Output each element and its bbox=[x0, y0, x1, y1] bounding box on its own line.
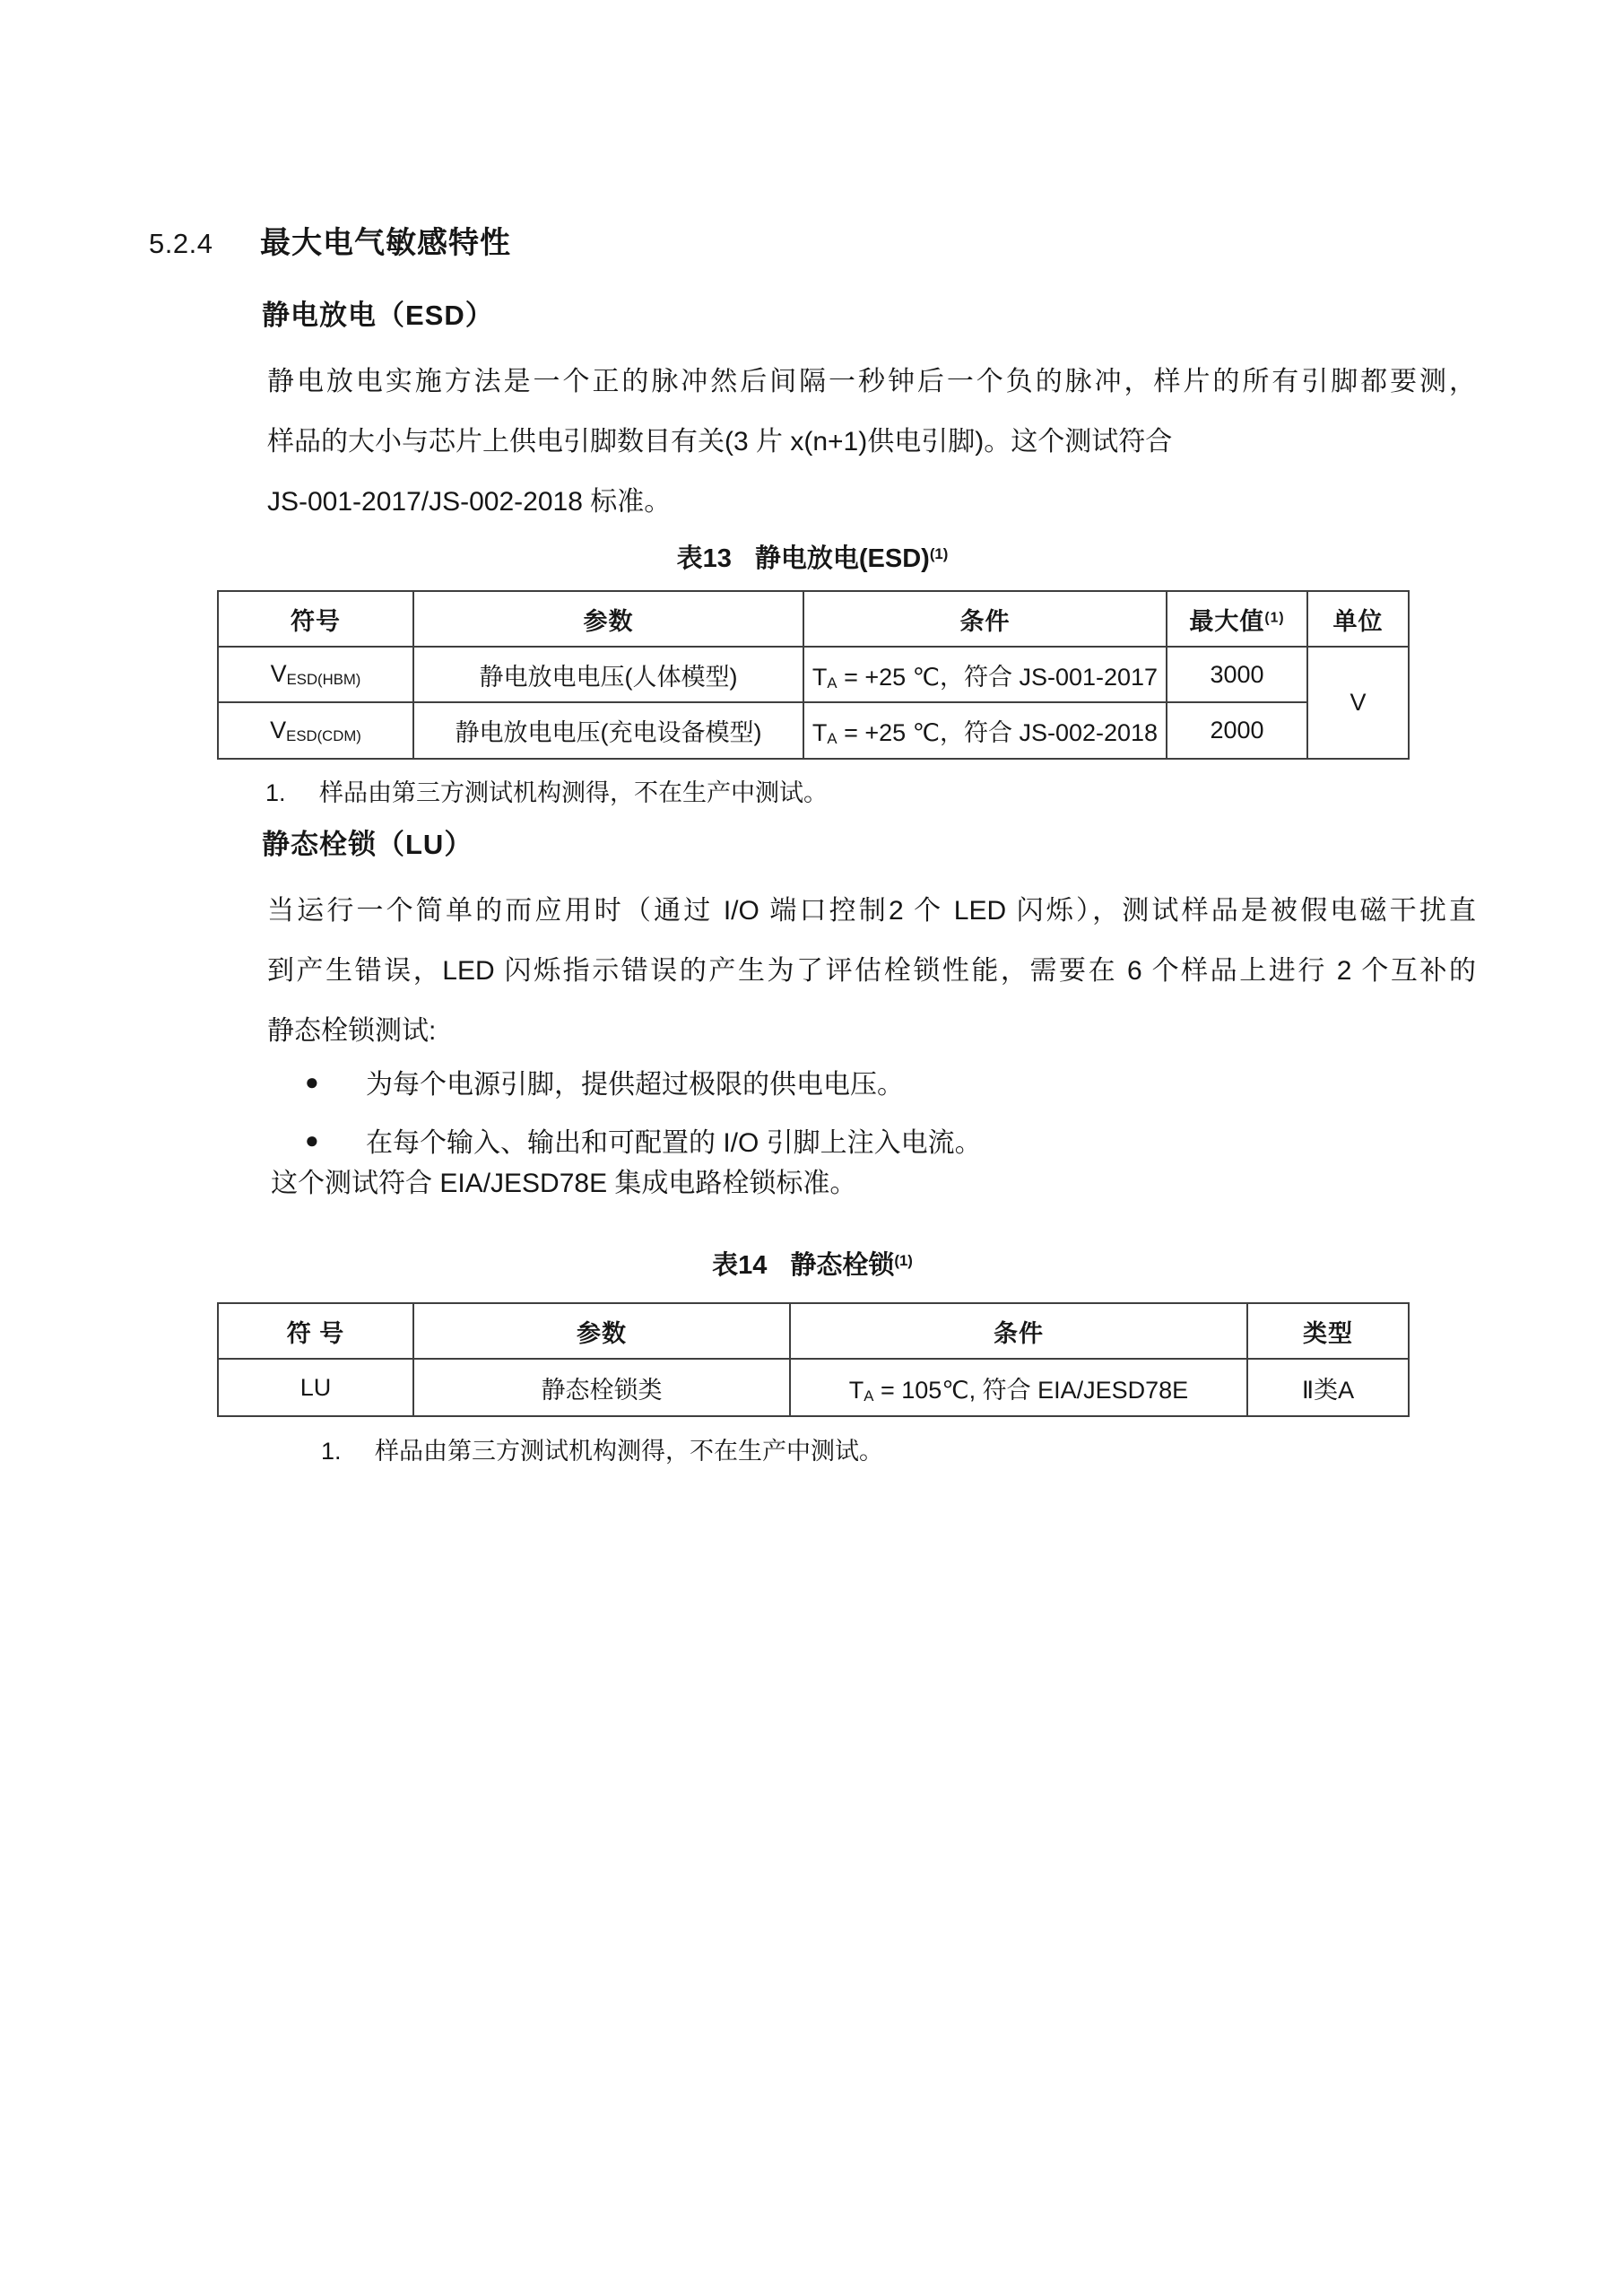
symbol-cell: LU bbox=[218, 1359, 413, 1416]
table14-caption bbox=[217, 1245, 1408, 1282]
condition-rest: = 105℃, 符合 EIA/JESD78E bbox=[873, 1376, 1189, 1404]
footnote-text: 样品由第三方测试机构测得，不在生产中测试。 bbox=[375, 1438, 883, 1465]
bullet-icon: ● bbox=[305, 1067, 319, 1095]
bullet-text: 在每个输入、输出和可配置的 I/O 引脚上注入电流。 bbox=[366, 1128, 982, 1158]
condition-subscript: A bbox=[864, 1387, 874, 1405]
table14-caption-footnote-ref: (1) bbox=[894, 1251, 913, 1269]
bullet-text: 为每个电源引脚，提供超过极限的供电电压。 bbox=[366, 1070, 904, 1100]
esd-col-condition: 条件 bbox=[803, 591, 1167, 647]
symbol-cell bbox=[218, 647, 413, 702]
section-heading bbox=[149, 218, 511, 262]
table13-caption-footnote-ref: (1) bbox=[929, 544, 949, 562]
unit-cell: V bbox=[1307, 647, 1409, 759]
latchup-col-parameter: 参数 bbox=[413, 1303, 790, 1359]
condition-main: T bbox=[812, 663, 828, 691]
symbol-subscript: ESD(HBM) bbox=[286, 671, 361, 688]
latchup-table-header-row bbox=[218, 1303, 1409, 1359]
table13-caption bbox=[217, 538, 1408, 575]
esd-table bbox=[217, 590, 1410, 760]
esd-heading: 静电放电（ESD） bbox=[262, 300, 494, 331]
esd-col-max-footnote-ref: (1) bbox=[1264, 609, 1285, 625]
type-cell: Ⅱ类A bbox=[1247, 1359, 1409, 1416]
parameter-cell: 静电放电电压(人体模型) bbox=[413, 647, 803, 702]
table13-caption-label: 表13 bbox=[676, 544, 732, 573]
condition-rest: = +25 ℃，符合 JS-002-2018 bbox=[837, 719, 1159, 746]
table-row bbox=[218, 647, 1409, 702]
parameter-cell: 静态栓锁类 bbox=[413, 1359, 790, 1416]
footnote-number: 1. bbox=[265, 779, 286, 806]
latchup-heading: 静态栓锁（LU） bbox=[262, 829, 473, 860]
footnote-number: 1. bbox=[321, 1438, 342, 1465]
esd-col-symbol: 符号 bbox=[218, 591, 413, 647]
symbol-cell bbox=[218, 702, 413, 759]
condition-subscript: A bbox=[827, 674, 838, 691]
condition-subscript: A bbox=[827, 730, 838, 747]
condition-cell bbox=[790, 1359, 1247, 1416]
latchup-table bbox=[217, 1302, 1410, 1417]
latchup-col-type: 类型 bbox=[1247, 1303, 1409, 1359]
esd-paragraph-line: 样品的大小与芯片上供电引脚数目有关(3 片 x(n+1)供电引脚)。这个测试符合 bbox=[267, 427, 1173, 457]
latchup-paragraph-line: 当运行一个简单的而应用时（通过 I/O 端口控制2 个 LED 闪烁），测试样品是被假电磁干扰直 bbox=[267, 896, 1476, 926]
table13-caption-title: 静电放电(ESD) bbox=[754, 544, 930, 573]
condition-rest: = +25 ℃，符合 JS-001-2017 bbox=[837, 663, 1159, 691]
bullet-item bbox=[305, 1118, 1471, 1161]
esd-table-footnote bbox=[265, 773, 828, 808]
table14-caption-label: 表14 bbox=[712, 1251, 768, 1280]
esd-paragraph-line: 静电放电实施方法是一个正的脉冲然后间隔一秒钟后一个负的脉冲，样片的所有引脚都要测， bbox=[267, 367, 1476, 396]
latchup-paragraph-line: 静态栓锁测试: bbox=[267, 1016, 437, 1046]
esd-col-max-label: 最大值 bbox=[1189, 607, 1265, 635]
esd-col-unit: 单位 bbox=[1307, 591, 1409, 647]
table-row bbox=[218, 702, 1409, 759]
table14-caption-title: 静态栓锁 bbox=[790, 1251, 895, 1280]
condition-main: T bbox=[812, 719, 828, 746]
latchup-col-symbol: 符 号 bbox=[218, 1303, 413, 1359]
esd-paragraph-line: JS-001-2017/JS-002-2018 标准。 bbox=[267, 487, 672, 517]
esd-paragraph bbox=[267, 352, 1476, 532]
symbol-main: V bbox=[270, 660, 287, 687]
bullet-item bbox=[305, 1060, 1471, 1103]
max-value-cell: 2000 bbox=[1167, 702, 1307, 759]
latchup-table-footnote bbox=[321, 1431, 883, 1466]
latchup-closing-line: 这个测试符合 EIA/JESD78E 集成电路栓锁标准。 bbox=[271, 1169, 857, 1198]
symbol-subscript: ESD(CDM) bbox=[286, 726, 361, 744]
esd-col-parameter: 参数 bbox=[413, 591, 803, 647]
bullet-icon: ● bbox=[305, 1126, 319, 1153]
latchup-paragraph bbox=[267, 881, 1476, 1061]
footnote-text: 样品由第三方测试机构测得，不在生产中测试。 bbox=[319, 779, 828, 806]
parameter-cell: 静电放电电压(充电设备模型) bbox=[413, 702, 803, 759]
section-title: 最大电气敏感特性 bbox=[260, 226, 511, 260]
max-value-cell: 3000 bbox=[1167, 647, 1307, 702]
condition-cell bbox=[803, 647, 1167, 702]
table-row bbox=[218, 1359, 1409, 1416]
esd-col-max bbox=[1167, 591, 1307, 647]
condition-main: T bbox=[848, 1376, 864, 1404]
condition-cell bbox=[803, 702, 1167, 759]
latchup-paragraph-line: 到产生错误，LED 闪烁指示错误的产生为了评估栓锁性能，需要在 6 个样品上进行 2 个互补的 bbox=[267, 956, 1476, 986]
latchup-col-condition: 条件 bbox=[790, 1303, 1247, 1359]
esd-table-header-row bbox=[218, 591, 1409, 647]
symbol-main: V bbox=[270, 716, 287, 744]
section-number: 5.2.4 bbox=[149, 228, 213, 259]
